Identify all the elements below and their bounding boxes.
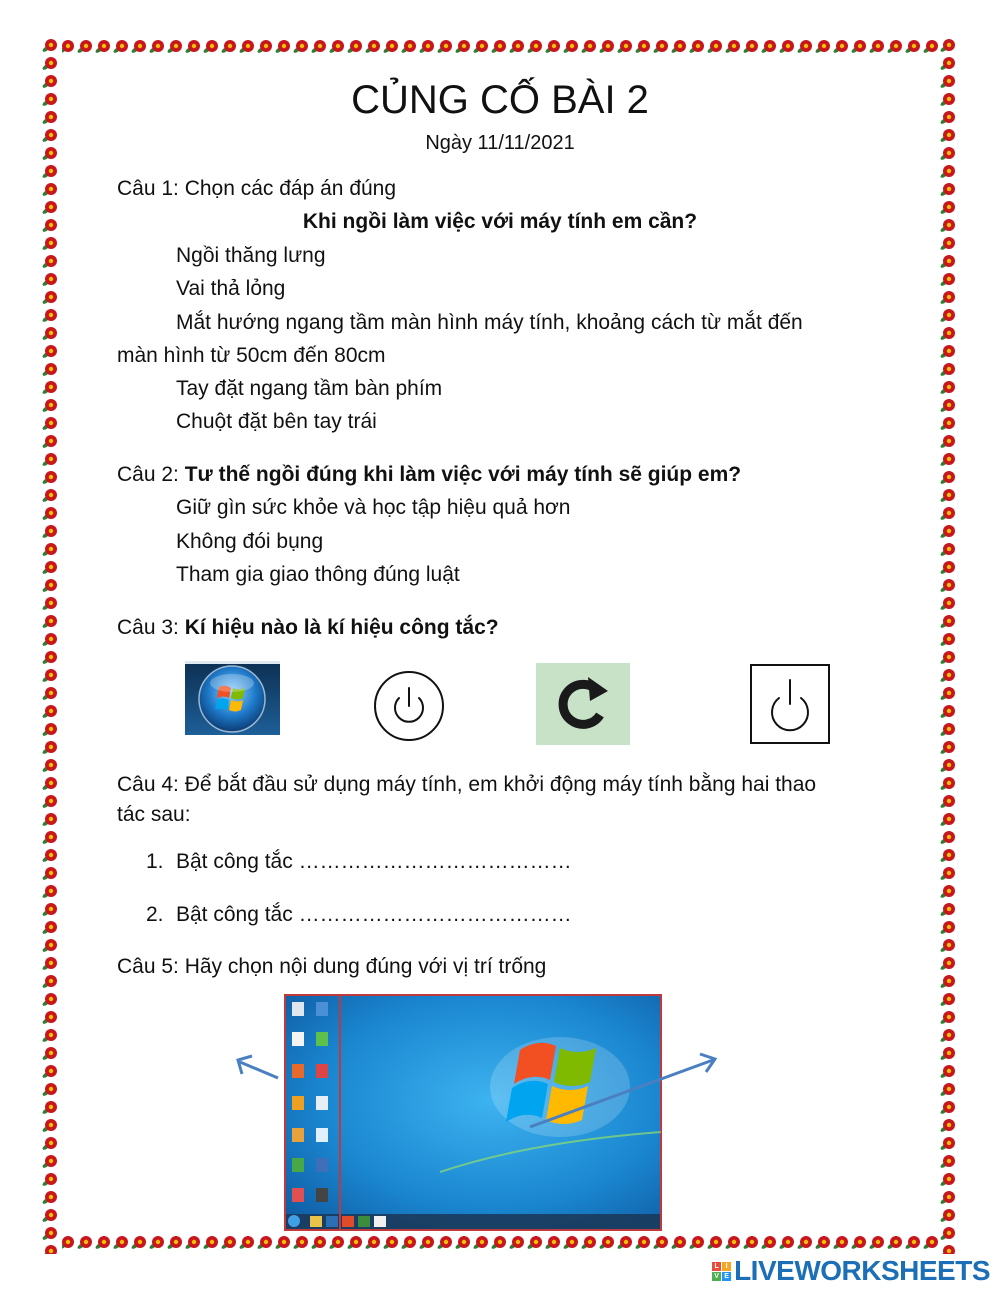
q3-label: Câu 3:	[117, 616, 185, 639]
desktop-screenshot	[230, 992, 725, 1232]
q1-option-5[interactable]: Chuột đặt bên tay trái	[176, 410, 377, 433]
q2-option-3[interactable]: Tham gia giao thông đúng luật	[176, 563, 460, 586]
q3-prompt: Kí hiệu nào là kí hiệu công tắc?	[184, 616, 499, 639]
q4-item-1-blank[interactable]: Bật công tắc …………………………………	[176, 850, 572, 873]
page-title: CỦNG CỐ BÀI 2	[351, 78, 649, 122]
q4-item-2-number: 2.	[146, 903, 164, 926]
q1-option-4[interactable]: Tay đặt ngang tầm bàn phím	[176, 377, 443, 400]
flower-border-bottom	[40, 1232, 960, 1254]
q2-option-2[interactable]: Không đói bụng	[176, 530, 324, 553]
q1-option-2[interactable]: Vai thả lỏng	[176, 277, 286, 300]
page-date: Ngày 11/11/2021	[425, 132, 575, 154]
taskbar-app-icon[interactable]	[358, 1216, 370, 1227]
brand-mark-icon: L I V E	[712, 1262, 731, 1281]
q1-option-1[interactable]: Ngồi thăng lưng	[176, 244, 326, 267]
q1-option-3-cont[interactable]: màn hình từ 50cm đến 80cm	[117, 344, 386, 367]
power-circle-icon[interactable]	[373, 670, 445, 742]
windows-start-icon[interactable]	[185, 661, 280, 735]
q4-line-2: tác sau:	[117, 803, 191, 826]
taskbar-folder-icon[interactable]	[310, 1216, 322, 1227]
q2-prompt: Tư thế ngồi đúng khi làm việc với máy tính sẽ giúp em?	[184, 463, 742, 486]
q1-prompt: Khi ngồi làm việc với máy tính em cần?	[302, 210, 698, 233]
q5-label: Câu 5: Hãy chọn nội dung đúng với vị trí trống	[117, 955, 547, 978]
liveworksheets-logo	[712, 1256, 990, 1286]
q4-item-1-number: 1.	[146, 850, 164, 873]
q1-label: Câu 1: Chọn các đáp án đúng	[117, 177, 397, 200]
q2-option-1[interactable]: Giữ gìn sức khỏe và học tập hiệu quả hơn	[176, 496, 571, 519]
flower-border-top	[40, 36, 960, 58]
q4-item-2-blank[interactable]: Bật công tắc …………………………………	[176, 903, 572, 926]
taskbar-word-icon[interactable]	[374, 1216, 386, 1227]
power-square-icon[interactable]	[750, 664, 830, 744]
q3-question	[117, 615, 499, 641]
q4-line-1: Câu 4: Để bắt đầu sử dụng máy tính, em khởi động máy tính bằng hai thao	[117, 773, 817, 796]
taskbar-browser-icon[interactable]	[326, 1216, 338, 1227]
q2-label: Câu 2:	[117, 463, 185, 486]
taskbar-app-icon[interactable]	[342, 1216, 354, 1227]
taskbar-start-icon[interactable]	[288, 1215, 300, 1227]
brand-name: LIVEWORKSHEETS	[734, 1255, 990, 1286]
q1-option-3[interactable]: Mắt hướng ngang tầm màn hình máy tính, khoảng cách từ mắt đến	[176, 311, 803, 334]
q2-question	[117, 462, 741, 488]
refresh-icon[interactable]	[536, 663, 630, 745]
left-arrow	[238, 1056, 278, 1078]
